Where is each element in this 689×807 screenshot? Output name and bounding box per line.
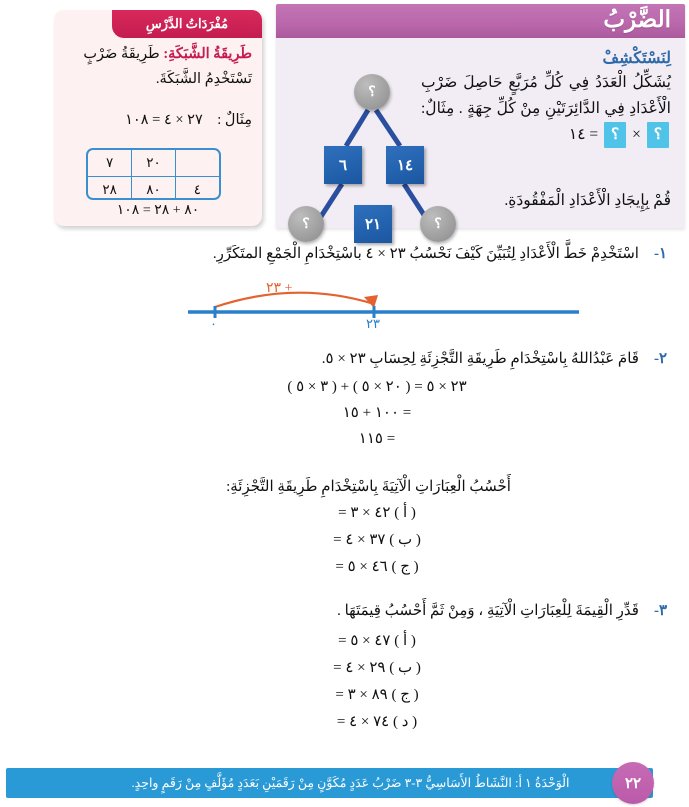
worked-line-3: = ١١٥ [358, 431, 396, 447]
exercise-2-worked-solution [87, 374, 667, 452]
grid-cell-r0c0 [175, 150, 219, 177]
table-row [88, 150, 219, 177]
explore-paragraph [421, 70, 671, 148]
vocabulary-definition [64, 42, 252, 92]
page-number-badge: ٢٢ [612, 762, 654, 804]
exercise-1-heading [22, 243, 667, 265]
grid-method-table [86, 148, 221, 200]
number-line-tick-label-1: ٢٣ [366, 316, 380, 331]
explore-paragraph-text: يُشَكِّلُ الْعَدَدُ فِي كُلِّ مُرَبَّعٍ حَاصِلَ ضَرْبِ الْأَعْدَادِ فِي الدَّائِرَتَيْنِ مِنْ كُلِّ جِهَةٍ . مِثَالٌ: [421, 74, 671, 117]
exercise-3-heading [22, 600, 667, 622]
exercise-2-sub-items [87, 500, 667, 581]
footer-text: الْوَحْدَةُ ١ أ: النَّشَاطُ الأَسَاسِيُّ ٣-٣ ضَرْبُ عَدَدٍ مُكَوَّنٍ مِنْ رَقَمَيْنِ بَعَدَدٍ مُؤَلَّفٍ مِنْ رَقَمٍ واحِدٍ. [131, 776, 570, 790]
vocabulary-example-equation: ٢٧ × ٤ = ١٠٨ [125, 112, 203, 128]
exercise-3-sub-items [87, 628, 667, 736]
number-line-graphic [186, 282, 581, 330]
exercise-3-text: قَدِّرِ الْقِيمَةَ لِلْعِبَارَاتِ الْآتِيَةِ ، وَمِنْ ثَمَّ أَحْسُبُ قِيمَتَهَا . [337, 603, 639, 619]
exercise-3-sub-item-b: ( ب ) ٢٩ × ٤ = [333, 660, 421, 676]
grid-cell-r1c2: ٢٨ [88, 177, 132, 201]
puzzle-connector-lines [276, 46, 451, 221]
exercise-1 [22, 243, 667, 265]
puzzle-square-right: ١٤ [386, 146, 424, 184]
vocabulary-card [54, 10, 262, 226]
exercise-3-sub-item-a: ( أ ) ٤٧ × ٥ = [338, 633, 416, 649]
exercise-3 [22, 600, 667, 622]
grid-cell-r0c1: ٢٠ [132, 150, 176, 177]
number-line [186, 282, 581, 330]
explore-instruction: قُمْ بِإِيجَادِ الْأَعْدَادِ الْمَفْقُودَةِ. [504, 192, 671, 209]
exercise-2-sub-item-a: ( أ ) ٤٢ × ٣ = [338, 505, 416, 521]
exercise-1-text: اسْتَخْدِمْ خَطَّ الْأَعْدَادِ لِتُبَيِّنَ كَيْفَ نَحْسُبُ ٢٣ × ٤ باسْتِخْدَامِ الْجَمْعِ المتَكَرِّرِ. [212, 246, 639, 262]
exercise-3-sub-item-d: ( د ) ٧٤ × ٤ = [336, 714, 418, 730]
vocabulary-example-label: مِثَالٌ : [217, 112, 252, 128]
exercise-2-text: قَامَ عَبْدُاللهُ بِاسْتِخْدَامِ طَرِيقَةِ التَّجْزِئَةِ لِحِسَابِ ٢٣ × ٥. [321, 351, 639, 367]
vocabulary-definition-text: طَرِيقَةُ ضَرْبٍ تَسْتَخْدِمُ الشَّبَكَةَ. [83, 46, 252, 87]
lesson-header-band [276, 4, 685, 38]
question-placeholder-b: ؟ [604, 122, 626, 148]
table-row [88, 177, 219, 201]
vocabulary-card-header: مُفْرَدَاتُ الدَّرْسِ [112, 10, 262, 38]
vocabulary-example [64, 112, 252, 129]
puzzle-square-left: ٦ [324, 146, 362, 184]
exercise-2-number: ٢- [653, 351, 667, 367]
exercise-3-sub-item-c: ( ج ) ٨٩ × ٣ = [335, 687, 419, 703]
worked-line-1: ٢٣ × ٥ = ( ٢٠ × ٥ ) + ( ٣ × ٥ ) [287, 379, 467, 395]
puzzle-circle-bottom-left[interactable]: ؟ [288, 206, 324, 242]
puzzle-square-bottom: ٢١ [354, 205, 392, 243]
grid-cell-r1c1: ٨٠ [132, 177, 176, 201]
vocabulary-sum-line: ٨٠ + ٢٨ = ١٠٨ [116, 203, 200, 218]
footer-bar [6, 768, 653, 798]
exercise-2-sub-prompt-row [22, 474, 667, 501]
question-placeholder-a: ؟ [647, 122, 669, 148]
explore-panel [276, 38, 685, 233]
exercise-2-sub-prompt: أَحْسُبُ الْعِبَارَاتِ الْآتِيَةَ بِاسْتِخْدَامِ طَرِيقَةِ التَّجْزِئَةِ: [226, 479, 511, 495]
number-line-arc-label: + ٢٣ [266, 281, 293, 296]
exercise-2 [22, 348, 667, 370]
puzzle-circle-bottom-right[interactable]: ؟ [420, 206, 456, 242]
vocabulary-term: طَرِيقَةُ الشَّبَكَةِ: [163, 46, 252, 62]
grid-cell-r0c2: ٧ [88, 150, 132, 177]
page-title: الضَّرْبُ [603, 7, 671, 32]
explore-heading: لِنَسْتَكْشِفْ [602, 50, 671, 67]
exercise-2-heading [22, 348, 667, 370]
triangle-puzzle [276, 46, 451, 233]
exercise-2-sub-item-c: ( ج ) ٤٦ × ٥ = [335, 559, 419, 575]
exercise-2-sub-item-b: ( ب ) ٣٧ × ٤ = [333, 532, 421, 548]
exercise-1-number: ١- [653, 246, 667, 262]
number-line-tick-label-0: ٠ [210, 316, 217, 331]
grid-cell-r1c0: ٤ [175, 177, 219, 201]
exercise-3-number: ٣- [653, 603, 667, 619]
example-result: = ١٤ [568, 126, 599, 143]
worked-line-2: = ١٠٠ + ١٥ [342, 405, 412, 421]
puzzle-circle-top[interactable]: ؟ [354, 74, 390, 110]
times-symbol: × [632, 126, 641, 143]
